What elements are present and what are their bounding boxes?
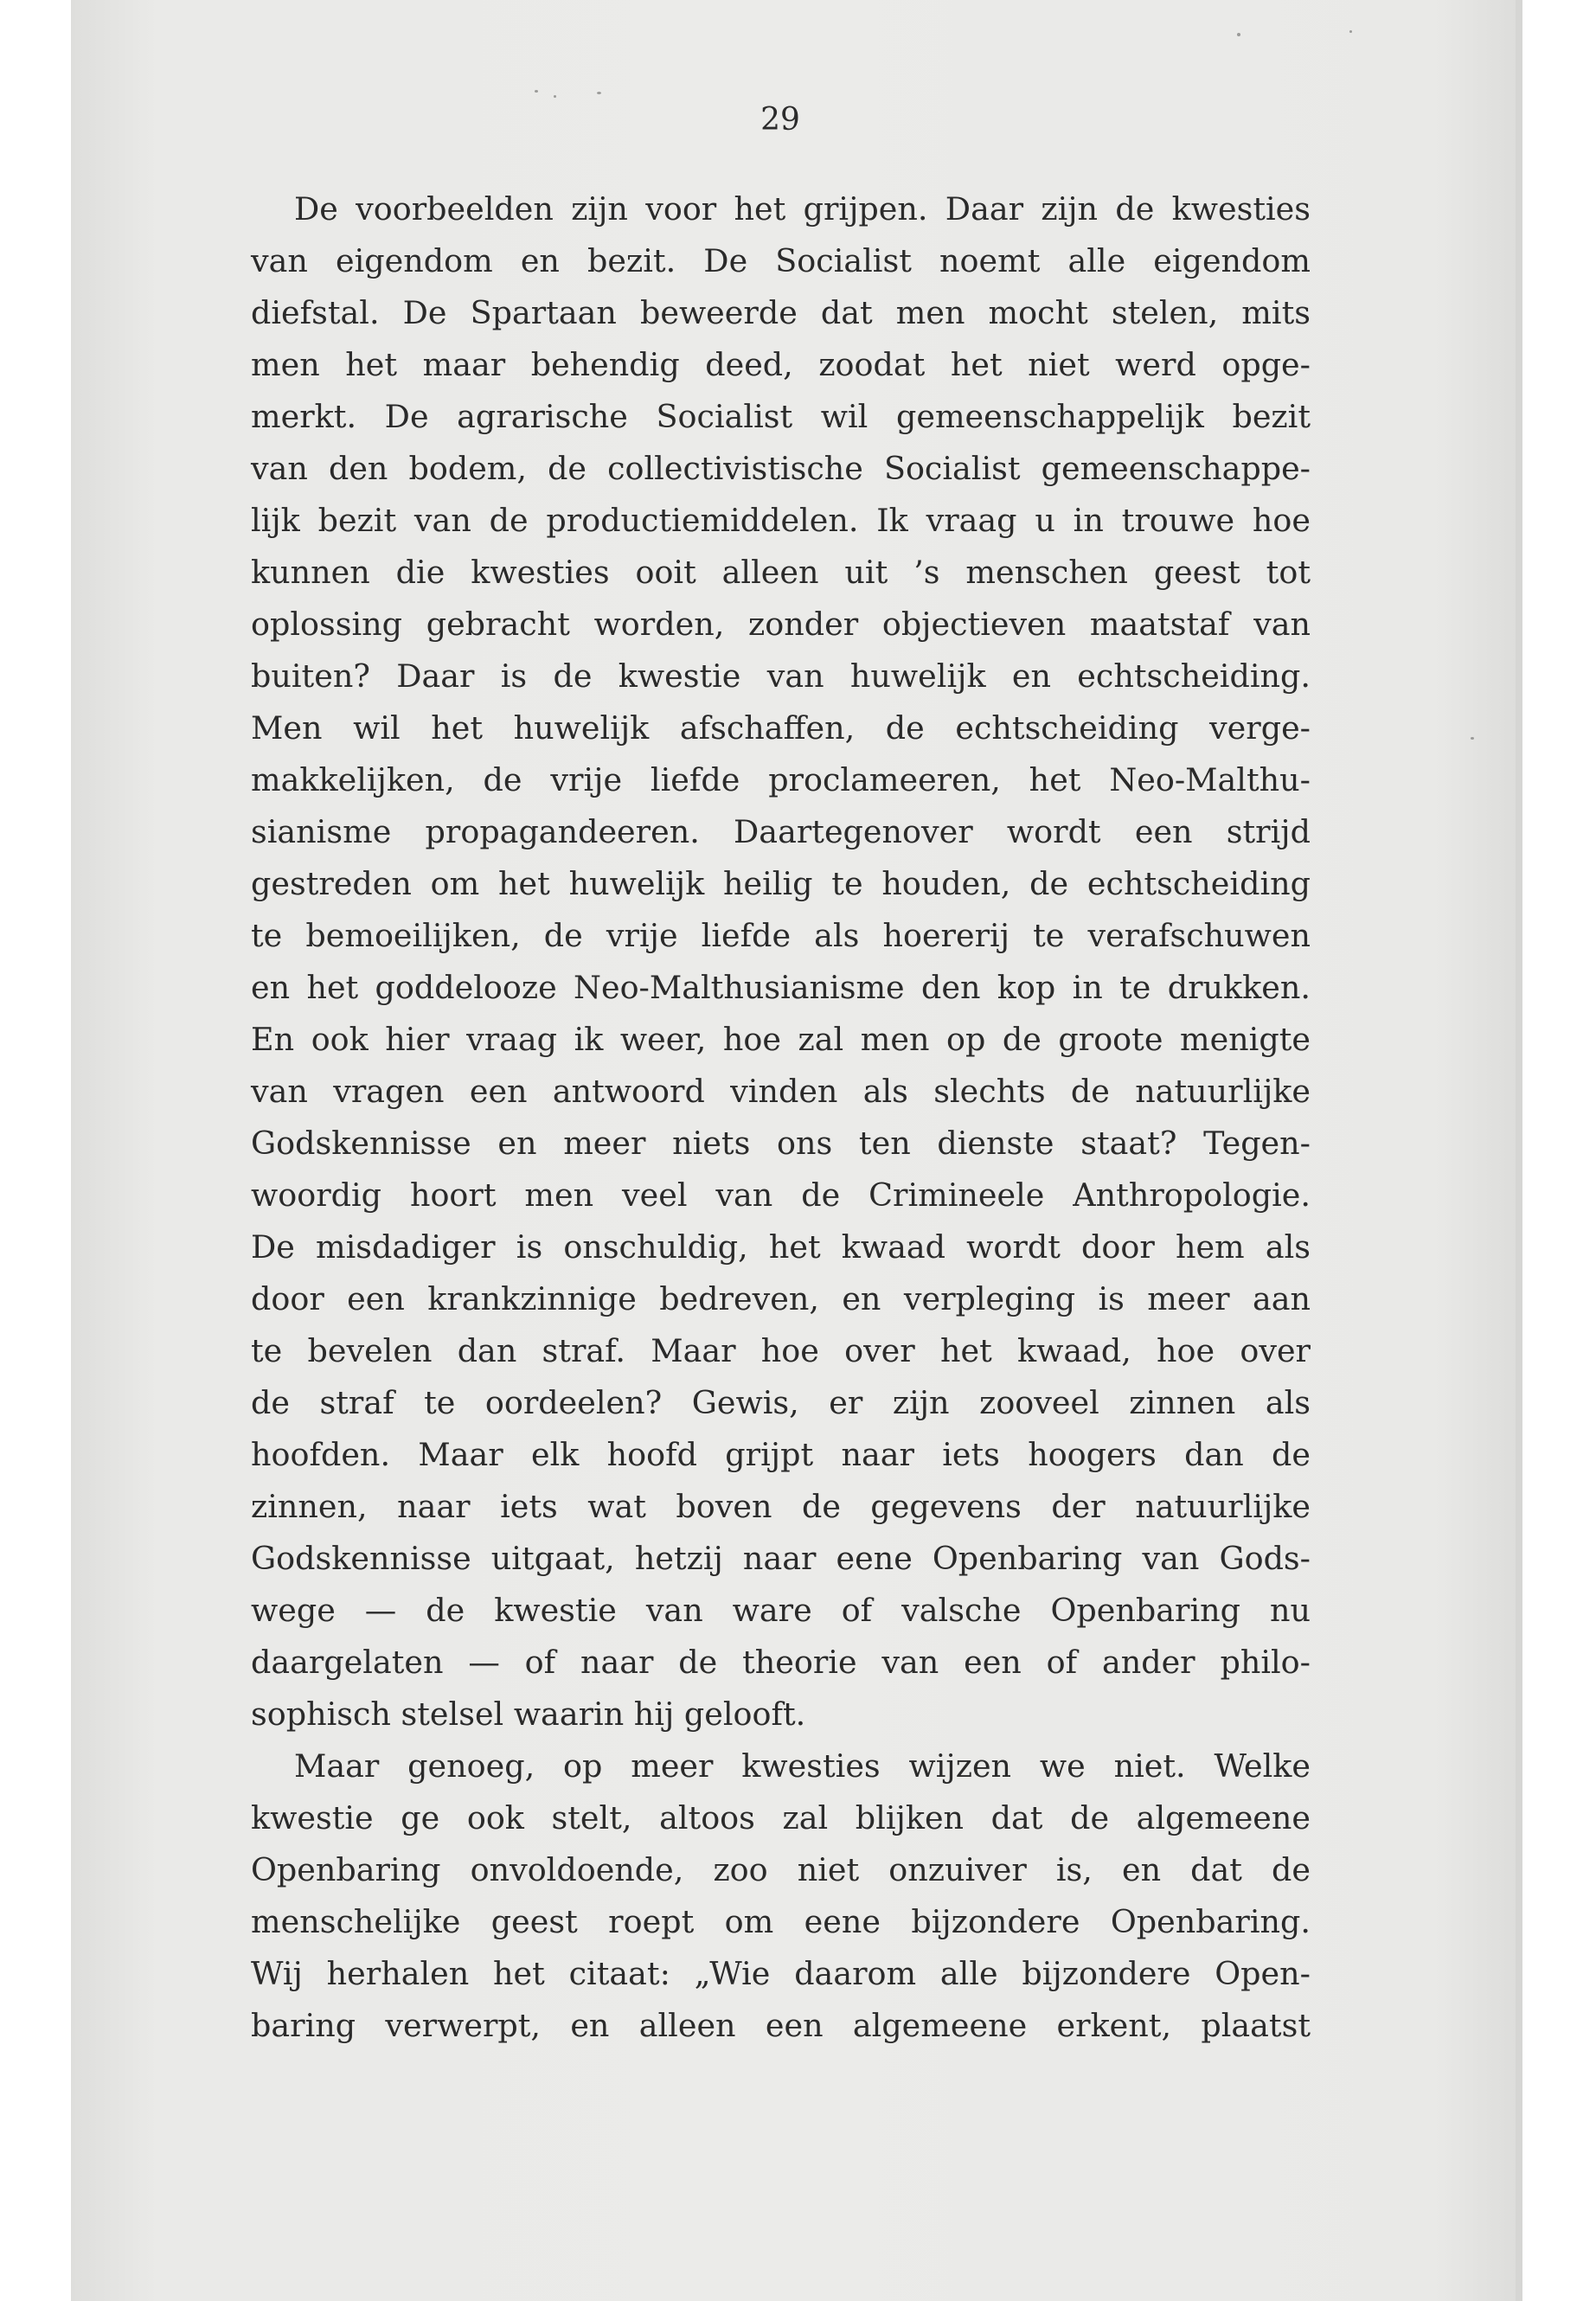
speck [1349,30,1352,33]
text-line: woordig hoort men veel van de Crimineele Anthropologie. [251,1176,1311,1214]
text-line: sophisch stelsel waarin hij gelooft. [251,1695,806,1733]
text-line: door een krankzinnige bedreven, en verpleging is meer aan [251,1280,1311,1317]
speck [597,92,601,94]
text-line: van eigendom en bezit. De Socialist noemt alle eigendom [251,242,1311,279]
page-number: 29 [760,102,800,138]
text-line: De voorbeelden zijn voor het grijpen. Daar zijn de kwesties [294,190,1311,228]
text-line: Godskennisse en meer niets ons ten dienste staat? Tegen- [251,1125,1311,1162]
text-line: makkelijken, de vrije liefde proclameeren, het Neo-Malthu- [251,761,1311,798]
text-line: de straf te oordeelen? Gewis, er zijn zooveel zinnen als [251,1384,1311,1421]
text-line: te bevelen dan straf. Maar hoe over het kwaad, hoe over [251,1332,1311,1369]
text-line: En ook hier vraag ik weer, hoe zal men op de groote menigte [251,1021,1311,1058]
text-line: kwestie ge ook stelt, altoos zal blijken dat de algemeene [251,1799,1311,1836]
text-line: buiten? Daar is de kwestie van huwelijk en echtscheiding. [251,657,1311,695]
text-line: De misdadiger is onschuldig, het kwaad wordt door hem als [251,1228,1311,1266]
speck [1471,737,1474,740]
text-line: Men wil het huwelijk afschaffen, de echtscheiding verge- [251,709,1311,747]
speck [554,95,556,98]
text-line: te bemoeilijken, de vrije liefde als hoererij te verafschuwen [251,917,1311,954]
text-line: men het maar behendig deed, zoodat het niet werd opge- [251,346,1311,383]
text-line: en het goddelooze Neo-Malthusianisme den kop in te drukken. [251,969,1311,1006]
text-line: menschelijke geest roept om eene bijzondere Openbaring. [251,1903,1311,1940]
text-line: wege — de kwestie van ware of valsche Openbaring nu [251,1592,1311,1629]
text-line: diefstal. De Spartaan beweerde dat men mocht stelen, mits [251,294,1311,331]
text-line: oplossing gebracht worden, zonder objectieven maatstaf van [251,606,1311,643]
text-line: hoofden. Maar elk hoofd grijpt naar iets hoogers dan de [251,1436,1311,1473]
text-line: zinnen, naar iets wat boven de gegevens der natuurlijke [251,1488,1311,1525]
text-line: Openbaring onvoldoende, zoo niet onzuiver is, en dat de [251,1851,1311,1888]
text-line: daargelaten — of naar de theorie van een of ander philo- [251,1644,1311,1681]
speck [535,90,538,93]
text-line: lijk bezit van de productiemiddelen. Ik vraag u in trouwe hoe [251,502,1311,539]
text-line: kunnen die kwesties ooit alleen uit ’s menschen geest tot [251,554,1311,591]
text-line: van den bodem, de collectivistische Socialist gemeenschappe- [251,450,1311,487]
text-line: Wij herhalen het citaat: „Wie daarom alle bijzondere Open- [251,1955,1311,1992]
paper-edge [1516,0,1522,2301]
text-line: van vragen een antwoord vinden als slechts de natuurlijke [251,1073,1311,1110]
text-line: gestreden om het huwelijk heilig te houden, de echtscheiding [251,865,1311,902]
text-line: merkt. De agrarische Socialist wil gemeenschappelijk bezit [251,398,1311,435]
text-line: baring verwerpt, en alleen een algemeene erkent, plaatst [251,2007,1311,2044]
text-line: Maar genoeg, op meer kwesties wijzen we niet. Welke [294,1747,1311,1785]
text-line: Godskennisse uitgaat, hetzij naar eene Openbaring van Gods- [251,1540,1311,1577]
body-text [251,183,1311,2052]
text-line: sianisme propagandeeren. Daartegenover wordt een strijd [251,813,1311,850]
speck [1237,33,1240,36]
